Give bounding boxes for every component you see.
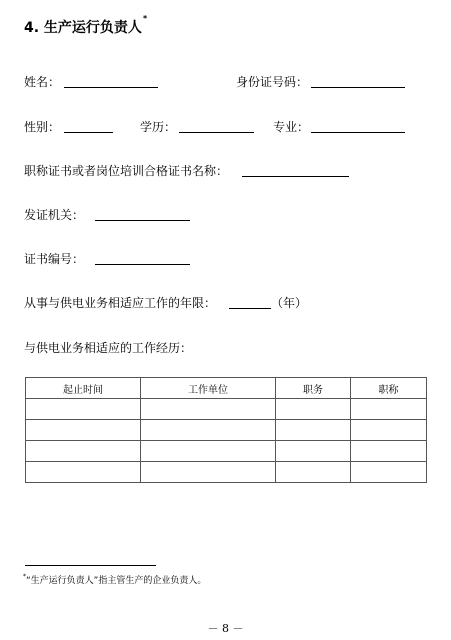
table-cell[interactable]	[351, 462, 427, 483]
years-field[interactable]	[229, 295, 271, 309]
cert-name-label: 职称证书或者岗位培训合格证书名称：	[24, 164, 229, 178]
table-cell[interactable]	[276, 462, 351, 483]
cert-number-label: 证书编号：	[24, 252, 85, 266]
table-header-row	[26, 378, 427, 399]
footnote-divider	[25, 565, 156, 566]
education-field[interactable]	[179, 119, 254, 133]
footnote	[23, 573, 206, 586]
table-cell[interactable]	[26, 420, 141, 441]
table-cell[interactable]	[351, 399, 427, 420]
name-field[interactable]	[64, 74, 158, 88]
id-number-field[interactable]	[311, 74, 405, 88]
gender-label: 性别：	[24, 120, 61, 134]
table-cell[interactable]	[141, 441, 276, 462]
section-title-text: 4. 生产运行负责人	[24, 20, 142, 36]
table-cell[interactable]	[276, 420, 351, 441]
page-number: － 8 －	[207, 622, 244, 635]
header-employer: 工作单位	[141, 378, 276, 399]
table-cell[interactable]	[276, 441, 351, 462]
footnote-marker: *	[142, 14, 148, 23]
table-cell[interactable]	[141, 399, 276, 420]
header-period: 起止时间	[26, 378, 141, 399]
gender-field[interactable]	[64, 119, 113, 133]
major-field[interactable]	[311, 119, 405, 133]
table-row	[26, 462, 427, 483]
section-title	[24, 14, 148, 37]
table-cell[interactable]	[141, 420, 276, 441]
issuer-field[interactable]	[95, 207, 190, 221]
footnote-text: “生产运行负责人”指主管生产的企业负责人。	[26, 576, 207, 586]
experience-label: 与供电业务相适应的工作经历：	[24, 341, 193, 355]
cert-name-field[interactable]	[242, 163, 349, 177]
table-cell[interactable]	[141, 462, 276, 483]
table-row	[26, 420, 427, 441]
table-cell[interactable]	[351, 441, 427, 462]
header-title: 职称	[351, 378, 427, 399]
table-cell[interactable]	[26, 399, 141, 420]
major-label: 专业：	[273, 120, 310, 134]
issuer-label: 发证机关：	[24, 208, 85, 222]
education-label: 学历：	[140, 120, 177, 134]
name-label: 姓名：	[24, 75, 61, 89]
years-label: 从事与供电业务相适应工作的年限：	[24, 296, 217, 310]
table-cell[interactable]	[276, 399, 351, 420]
id-number-label: 身份证号码：	[236, 75, 309, 89]
table-row	[26, 399, 427, 420]
table-cell[interactable]	[26, 441, 141, 462]
header-position: 职务	[276, 378, 351, 399]
footnote-mark: *	[23, 573, 26, 580]
table-cell[interactable]	[26, 462, 141, 483]
experience-table	[25, 377, 427, 483]
cert-number-field[interactable]	[95, 251, 190, 265]
table-row	[26, 441, 427, 462]
years-unit: （年）	[271, 296, 308, 310]
table-cell[interactable]	[351, 420, 427, 441]
